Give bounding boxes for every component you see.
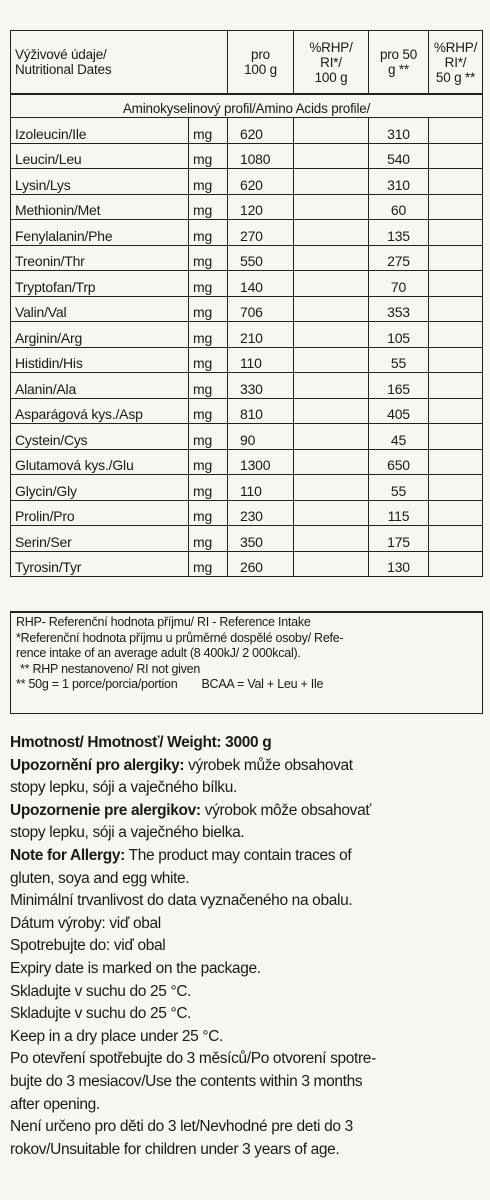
ri-per-100g [294, 143, 369, 169]
ri-per-50g [429, 373, 483, 399]
amino-acid-name: Fenylalanin/Phe [11, 220, 189, 246]
ri-per-100g [294, 118, 369, 144]
info-line: Keep in a dry place under 25 °C. [10, 1027, 223, 1045]
unit: mg [189, 475, 228, 501]
table-row [11, 449, 483, 475]
value-per-50g: 130 [369, 551, 429, 577]
unit: mg [189, 194, 228, 220]
amino-acid-name: Methionin/Met [11, 194, 189, 220]
value-per-50g: 405 [369, 398, 429, 424]
value-per-100g: 330 [228, 373, 294, 399]
header-ri-100g: %RHP/ RI*/ 100 g [294, 31, 369, 95]
value-per-50g: 105 [369, 322, 429, 348]
legend-portion: ** 50g = 1 porce/porcia/portion [16, 677, 178, 691]
amino-acid-name: Serin/Ser [11, 526, 189, 552]
legend-line: RHP- Referenční hodnota příjmu/ RI - Reference Intake [16, 615, 311, 629]
info-line: Po otevření spotřebujte do 3 měsíců/Po otvorení spotre- [10, 1050, 376, 1068]
allergy-sk-line-2: stopy lepku, sóji a vaječného bielka. [10, 824, 245, 842]
allergy-cz-text: výrobek může obsahovat [184, 756, 353, 774]
amino-acid-name: Glycin/Gly [11, 475, 189, 501]
allergy-en-line-1 [10, 845, 482, 868]
ri-per-100g [294, 296, 369, 322]
value-per-100g: 120 [228, 194, 294, 220]
unit: mg [189, 118, 228, 144]
value-per-100g: 620 [228, 169, 294, 195]
value-per-100g: 550 [228, 245, 294, 271]
table-legend [10, 611, 483, 714]
value-per-100g: 260 [228, 551, 294, 577]
value-per-100g: 230 [228, 500, 294, 526]
section-title: Aminokyselinový profil/Amino Acids profile/ [11, 94, 483, 118]
unit: mg [189, 245, 228, 271]
value-per-50g: 45 [369, 424, 429, 450]
header-per-100g: pro 100 g [228, 31, 294, 95]
table-row [11, 526, 483, 552]
unit: mg [189, 143, 228, 169]
allergy-cz-line-1 [10, 755, 482, 778]
amino-acid-name: Histidin/His [11, 347, 189, 373]
info-line: after opening. [10, 1095, 100, 1113]
info-line: rokov/Unsuitable for children under 3 years of age. [10, 1140, 340, 1158]
unit: mg [189, 551, 228, 577]
unit: mg [189, 169, 228, 195]
ri-per-50g [429, 143, 483, 169]
ri-per-100g [294, 245, 369, 271]
allergy-sk-line-1 [10, 800, 482, 823]
unit: mg [189, 500, 228, 526]
table-row [11, 194, 483, 220]
ri-per-50g [429, 551, 483, 577]
amino-acid-name: Prolin/Pro [11, 500, 189, 526]
ri-per-50g [429, 424, 483, 450]
ri-per-50g [429, 194, 483, 220]
unit: mg [189, 526, 228, 552]
ri-per-100g [294, 424, 369, 450]
legend-line: rence intake of an average adult (8 400kJ/ 2 000kcal). [16, 646, 301, 660]
value-per-100g: 706 [228, 296, 294, 322]
ri-per-50g [429, 347, 483, 373]
allergy-cz-line-2: stopy lepku, sóji a vaječného bílku. [10, 779, 237, 797]
value-per-100g: 620 [228, 118, 294, 144]
value-per-100g: 1300 [228, 449, 294, 475]
allergy-sk-text: výrobok môže obsahovať [200, 801, 371, 819]
amino-acid-name: Arginin/Arg [11, 322, 189, 348]
value-per-50g: 650 [369, 449, 429, 475]
table-row [11, 143, 483, 169]
ri-per-100g [294, 271, 369, 297]
info-line: Dátum výroby: viď obal [10, 914, 161, 932]
info-line: Skladujte v suchu do 25 °C. [10, 1005, 192, 1023]
ri-per-100g [294, 220, 369, 246]
allergy-sk-label: Upozornenie pre alergikov: [10, 801, 201, 819]
nutrition-table [10, 30, 483, 577]
table-row [11, 296, 483, 322]
value-per-50g: 353 [369, 296, 429, 322]
value-per-100g: 140 [228, 271, 294, 297]
unit: mg [189, 220, 228, 246]
info-line: Skladujte v suchu do 25 °C. [10, 982, 192, 1000]
table-row [11, 347, 483, 373]
header-nutritional-dates: Výživové údaje/ Nutritional Dates [11, 31, 228, 95]
value-per-50g: 310 [369, 118, 429, 144]
table-row [11, 500, 483, 526]
table-row [11, 322, 483, 348]
value-per-100g: 270 [228, 220, 294, 246]
value-per-50g: 135 [369, 220, 429, 246]
amino-acid-name: Treonin/Thr [11, 245, 189, 271]
info-line: bujte do 3 mesiacov/Use the contents within 3 months [10, 1072, 363, 1090]
unit: mg [189, 449, 228, 475]
ri-per-100g [294, 398, 369, 424]
header-per-50g: pro 50 g ** [369, 31, 429, 95]
unit: mg [189, 296, 228, 322]
value-per-100g: 110 [228, 475, 294, 501]
ri-per-50g [429, 245, 483, 271]
ri-per-50g [429, 322, 483, 348]
ri-per-100g [294, 194, 369, 220]
ri-per-100g [294, 475, 369, 501]
value-per-50g: 115 [369, 500, 429, 526]
table-row [11, 475, 483, 501]
legend-bcaa: BCAA = Val + Leu + Ile [201, 677, 324, 691]
table-row [11, 551, 483, 577]
ri-per-50g [429, 118, 483, 144]
ri-per-50g [429, 271, 483, 297]
table-row [11, 169, 483, 195]
ri-per-100g [294, 526, 369, 552]
amino-acid-name: Valin/Val [11, 296, 189, 322]
amino-acid-name: Asparágová kys./Asp [11, 398, 189, 424]
info-line: Expiry date is marked on the package. [10, 959, 261, 977]
allergy-en-line-2: gluten, soya and egg white. [10, 869, 190, 887]
amino-acid-name: Lysin/Lys [11, 169, 189, 195]
section-row [11, 94, 483, 118]
ri-per-50g [429, 398, 483, 424]
ri-per-100g [294, 551, 369, 577]
legend-line [16, 677, 478, 693]
weight-text: Hmotnost/ Hmotnosť/ Weight: 3000 g [10, 734, 272, 751]
amino-acid-name: Alanin/Ala [11, 373, 189, 399]
table-row [11, 118, 483, 144]
value-per-100g: 1080 [228, 143, 294, 169]
ri-per-100g [294, 322, 369, 348]
unit: mg [189, 373, 228, 399]
table-row [11, 373, 483, 399]
ri-per-50g [429, 526, 483, 552]
value-per-50g: 55 [369, 347, 429, 373]
unit: mg [189, 322, 228, 348]
allergy-en-text: The product may contain traces of [124, 846, 352, 864]
product-info [10, 732, 482, 1161]
info-line: Není určeno pro děti do 3 let/Nevhodné pre deti do 3 [10, 1118, 353, 1136]
value-per-100g: 110 [228, 347, 294, 373]
weight-line [10, 732, 482, 755]
value-per-100g: 810 [228, 398, 294, 424]
nutrition-table-body [11, 94, 483, 577]
ri-per-50g [429, 449, 483, 475]
ri-per-100g [294, 347, 369, 373]
header-ri-50g: %RHP/ RI*/ 50 g ** [429, 31, 483, 95]
value-per-50g: 175 [369, 526, 429, 552]
legend-line: ** RHP nestanoveno/ RI not given [20, 661, 201, 676]
ri-per-100g [294, 373, 369, 399]
info-lines [10, 890, 482, 1161]
unit: mg [189, 347, 228, 373]
value-per-50g: 165 [369, 373, 429, 399]
amino-acid-name: Tyrosin/Tyr [11, 551, 189, 577]
allergy-cz-label: Upozornění pro alergiky: [10, 756, 185, 774]
info-line: Minimální trvanlivost do data vyznačeného na obalu. [10, 892, 353, 910]
value-per-50g: 70 [369, 271, 429, 297]
unit: mg [189, 424, 228, 450]
ri-per-50g [429, 220, 483, 246]
value-per-100g: 90 [228, 424, 294, 450]
ri-per-100g [294, 449, 369, 475]
unit: mg [189, 398, 228, 424]
unit: mg [189, 271, 228, 297]
amino-acid-name: Tryptofan/Trp [11, 271, 189, 297]
amino-acid-name: Leucin/Leu [11, 143, 189, 169]
ri-per-50g [429, 296, 483, 322]
ri-per-50g [429, 475, 483, 501]
value-per-50g: 60 [369, 194, 429, 220]
table-row [11, 271, 483, 297]
value-per-50g: 275 [369, 245, 429, 271]
value-per-100g: 350 [228, 526, 294, 552]
value-per-50g: 55 [369, 475, 429, 501]
ri-per-50g [429, 500, 483, 526]
value-per-100g: 210 [228, 322, 294, 348]
info-line: Spotrebujte do: viď obal [10, 937, 166, 955]
table-row [11, 398, 483, 424]
amino-acid-name: Cystein/Cys [11, 424, 189, 450]
amino-acid-name: Izoleucin/Ile [11, 118, 189, 144]
ri-per-50g [429, 169, 483, 195]
ri-per-100g [294, 500, 369, 526]
value-per-50g: 540 [369, 143, 429, 169]
amino-acid-name: Glutamová kys./Glu [11, 449, 189, 475]
ri-per-100g [294, 169, 369, 195]
table-row [11, 245, 483, 271]
legend-line: *Referenční hodnota příjmu u průměrné dospělé osoby/ Refe- [16, 630, 344, 645]
table-row [11, 220, 483, 246]
table-row [11, 424, 483, 450]
allergy-en-label: Note for Allergy: [10, 846, 125, 864]
table-header-row [11, 31, 483, 95]
value-per-50g: 310 [369, 169, 429, 195]
